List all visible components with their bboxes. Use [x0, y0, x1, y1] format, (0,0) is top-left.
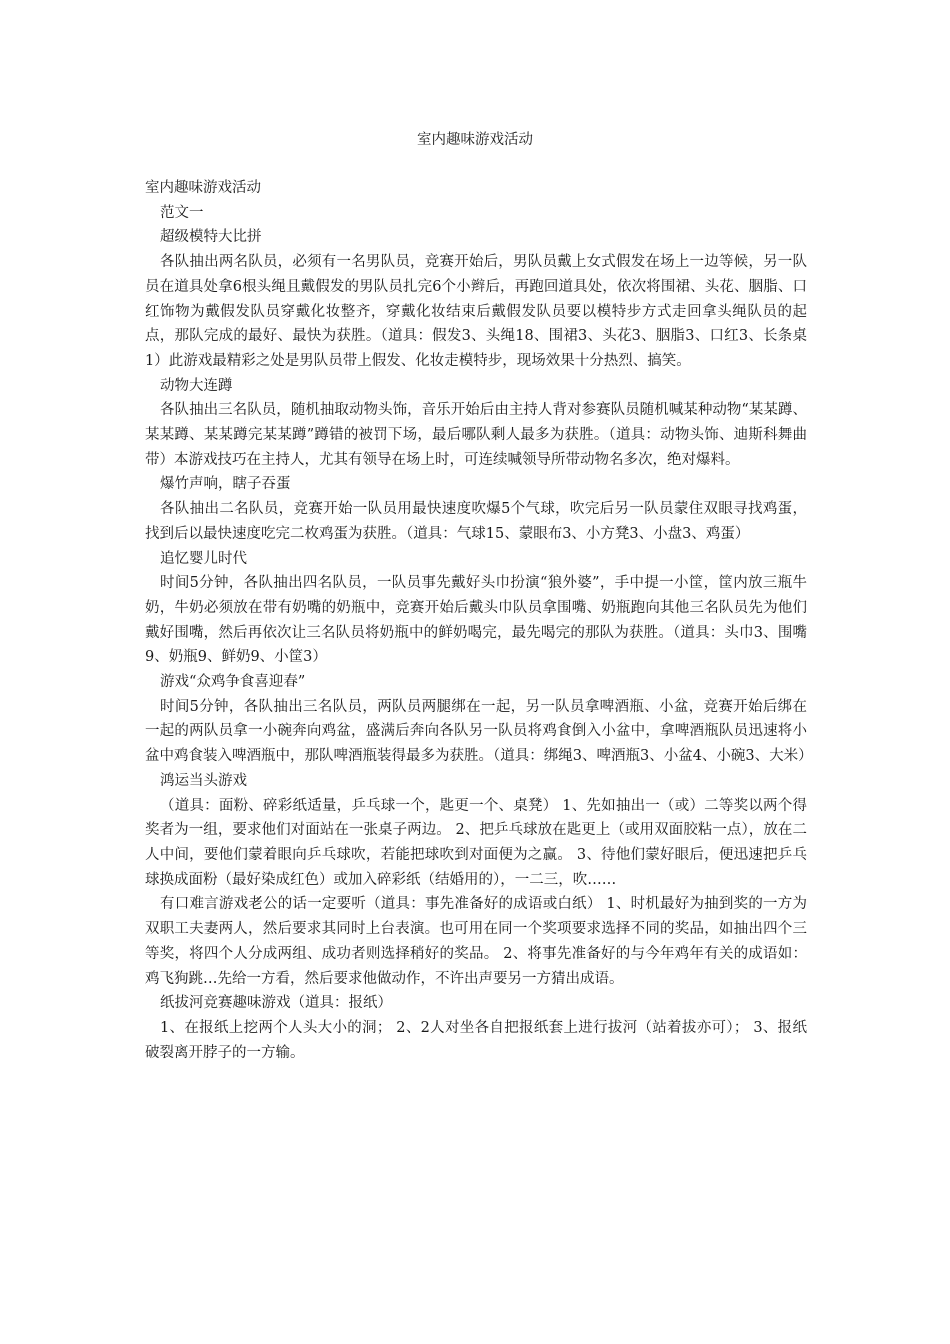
game-description: 时间5分钟，各队抽出四名队员，一队员事先戴好头巾扮演“狼外婆”，手中提一小筐，筐内放三瓶牛奶，牛奶必须放在带有奶嘴的奶瓶中，竞赛开始后戴头巾队员拿围嘴、奶瓶跑向其他三名队员先为他们戴好围嘴，然后再依次让三名队员将奶瓶中的鲜奶喝完，最先喝完的那队为获胜。（道具：头巾3、围嘴9、奶瓶9、鲜奶9、小筐3） — [145, 575, 807, 666]
game-heading: 鸿运当头游戏 — [160, 772, 247, 789]
game-heading: 纸拔河竞赛趣味游戏（道具：报纸） — [160, 995, 392, 1012]
game-description: 1、在报纸上挖两个人头大小的洞； 2、2人对坐各自把报纸套上进行拔河（站着拔亦可）； 3、报纸破裂离开脖子的一方输。 — [145, 1019, 807, 1061]
game-description: 各队抽出两名队员，必须有一名男队员，竞赛开始后，男队员戴上女式假发在场上一边等候，另一队员在道具处拿6根头绳且戴假发的男队员扎完6个小辫后，再跑回道具处，依次将围裙、头花、胭脂、口红饰物为戴假发队员穿戴化妆整齐，穿戴化妆结束后戴假发队员要以模特步方式走回拿头绳队员的起点，那队完成的最好、最快为获胜。（道具：假发3、头绳18、围裙3、头花3、胭脂3、口红3、长条桌1）此游戏最精彩之处是男队员带上假发、化妆走模特步，现场效果十分热烈、搞笑。 — [145, 254, 807, 369]
section-heading: 范文一 — [160, 204, 204, 221]
game-heading: 追忆婴儿时代 — [160, 550, 247, 567]
document-body — [145, 176, 813, 1065]
game-description: （道具：面粉、碎彩纸适量，乒乓球一个，匙更一个、桌凳） 1、先如抽出一（或）二等奖以两个得奖者为一组，要求他们对面站在一张桌子两边。 2、把乒乓球放在匙更上（或用双面胶粘一点），放在二人中间，要他们蒙着眼向乒乓球吹，若能把球吹到对面便为之赢。 3、待他们蒙好眼后，便迅速把乒乓球换成面粉（最好染成红色）或加入碎彩纸（结婚用的），一二三，吹…… — [145, 797, 807, 888]
document-title: 室内趣味游戏活动 — [417, 132, 533, 148]
game-description: 各队抽出三名队员，随机抽取动物头饰，音乐开始后由主持人背对参赛队员随机喊某种动物“某某蹲、某某蹲、某某蹲完某某蹲”蹲错的被罚下场，最后哪队剩人最多为获胜。（道具：动物头饰、迪斯科舞曲带）本游戏技巧在主持人，尤其有领导在场上时，可连续喊领导所带动物名多次，绝对爆料。 — [145, 402, 807, 468]
game-heading: 动物大连蹲 — [160, 377, 233, 394]
game-heading: 爆竹声响，瞎子吞蛋 — [160, 476, 291, 493]
game-heading: 游戏“众鸡争食喜迎春” — [160, 674, 306, 691]
section-heading: 室内趣味游戏活动 — [145, 180, 261, 196]
game-description: 有口难言游戏老公的话一定要听（道具：事先准备好的成语或白纸） 1、时机最好为抽到奖的一方为双职工夫妻两人，然后要求其同时上台表演。也可用在同一个奖项要求选择不同的奖品，如抽出四个三等奖，将四个人分成两组、成功者则选择稍好的奖品。 2、将事先准备好的与今年鸡年有关的成语如：鸡飞狗跳…先给一方看，然后要求他做动作，不许出声要另一方猜出成语。 — [145, 896, 807, 987]
game-heading: 超级模特大比拼 — [160, 229, 262, 246]
game-description: 各队抽出二名队员，竞赛开始一队员用最快速度吹爆5个气球，吹完后另一队员蒙住双眼寻找鸡蛋，找到后以最快速度吃完二枚鸡蛋为获胜。（道具：气球15、蒙眼布3、小方凳3、小盘3、鸡蛋） — [145, 501, 807, 542]
game-description: 时间5分钟，各队抽出三名队员，两队员两腿绑在一起，另一队员拿啤酒瓶、小盆，竞赛开始后绑在一起的两队员拿一小碗奔向鸡盆，盛满后奔向各队另一队员将鸡食倒入小盆中，拿啤酒瓶队员迅速将小盆中鸡食装入啤酒瓶中，那队啤酒瓶装得最多为获胜。（道具：绑绳3、啤酒瓶3、小盆4、小碗3、大米） — [145, 698, 813, 765]
